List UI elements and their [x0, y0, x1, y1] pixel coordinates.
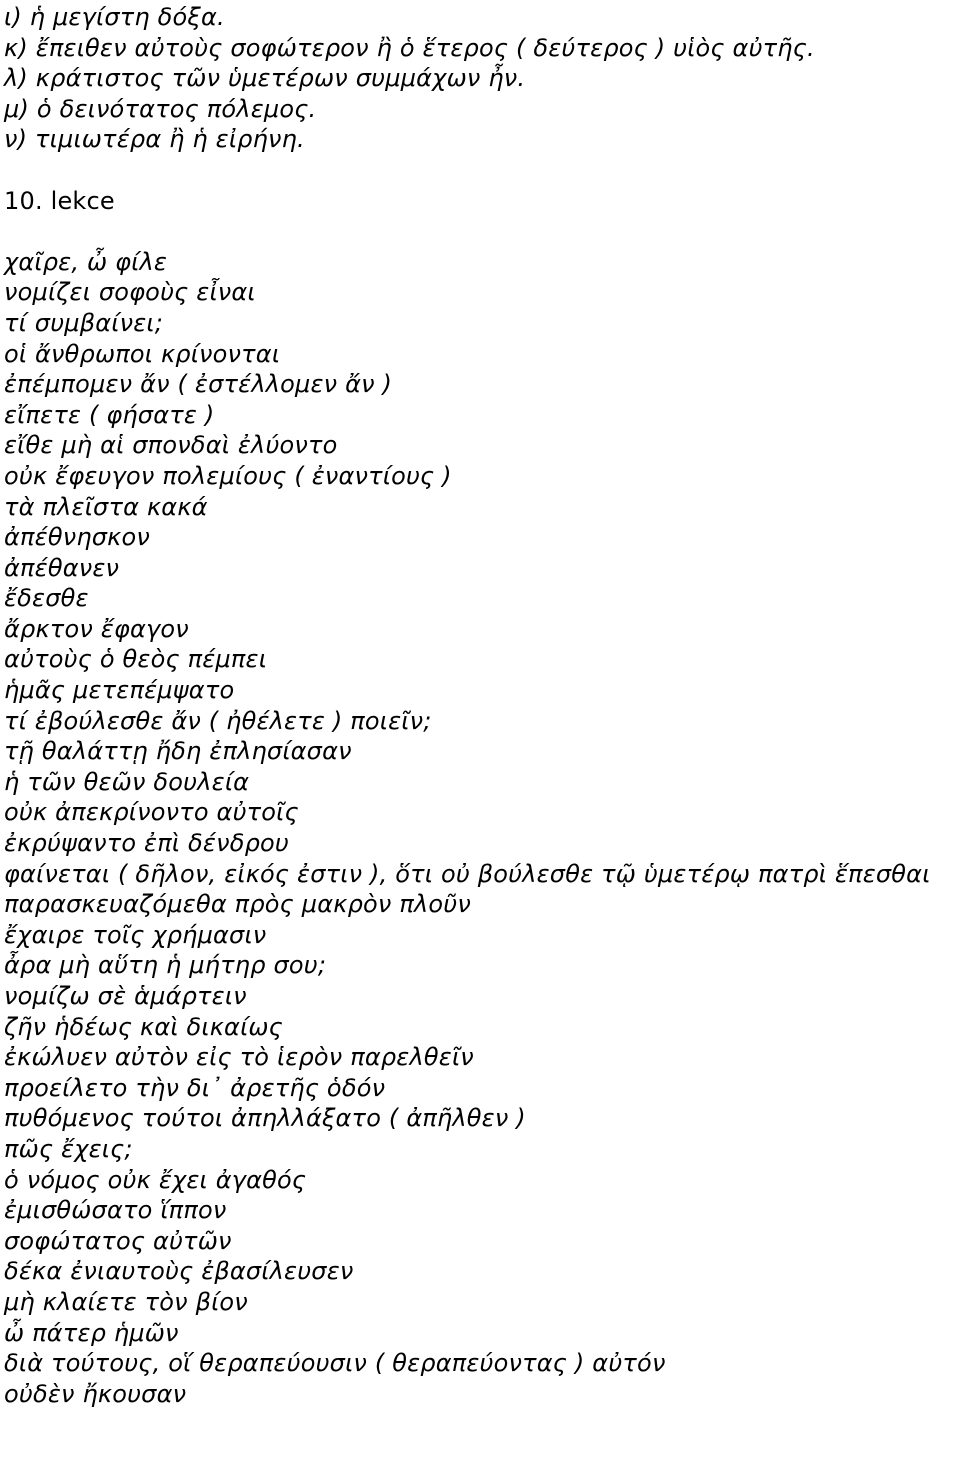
- spacer: [4, 216, 960, 247]
- phrase-line: τί ἐβούλεσθε ἄν ( ἠθέλετε ) ποιεῖν;: [4, 706, 432, 735]
- phrase-line: αὐτοὺς ὁ θεὸς πέμπει: [4, 645, 268, 674]
- phrase-line: τὰ πλεῖστα κακά: [4, 492, 208, 521]
- phrase-line: ἔχαιρε τοῖς χρήμασιν: [4, 920, 267, 949]
- list-item-kappa: κ) ἔπειθεν αὐτοὺς σοφώτερον ἢ ὁ ἕτερος ( δεύτερος ) υἱὸς αὐτῆς.: [4, 33, 815, 62]
- phrase-line: ὦ πάτερ ἡμῶν: [4, 1318, 179, 1347]
- phrase-line: ἡ τῶν θεῶν δουλεία: [4, 767, 250, 796]
- phrase-line: οἱ ἄνθρωποι κρίνονται: [4, 339, 281, 368]
- phrase-line: τῇ θαλάττῃ ἤδη ἐπλησίασαν: [4, 737, 352, 766]
- phrase-line: πυθόμενος τούτοι ἀπηλλάξατο ( ἀπῆλθεν ): [4, 1104, 526, 1133]
- phrase-line: ἀπέθνησκον: [4, 523, 150, 552]
- phrase-line: ζῆν ἡδέως καὶ δικαίως: [4, 1012, 283, 1041]
- spacer: [4, 155, 960, 186]
- phrase-line: ἡμᾶς μετεπέμψατο: [4, 676, 235, 705]
- list-item-iota: ι) ἡ μεγίστη δόξα.: [4, 3, 225, 31]
- list-item-mu: μ) ὁ δεινότατος πόλεμος.: [4, 94, 317, 123]
- list-item-lambda: λ) κράτιστος τῶν ὑμετέρων συμμάχων ἦν.: [4, 64, 526, 93]
- phrase-line: οὐκ ἀπεκρίνοντο αὐτοῖς: [4, 798, 299, 827]
- phrase-line: πῶς ἔχεις;: [4, 1134, 133, 1163]
- phrase-line: εἴθε μὴ αἱ σπονδαὶ ἐλύοντο: [4, 431, 338, 460]
- phrase-line: ἐπέμπομεν ἄν ( ἐστέλλομεν ἄν ): [4, 370, 393, 399]
- phrase-line: παρασκευαζόμεθα πρὸς μακρὸν πλοῦν: [4, 890, 471, 919]
- phrase-line: σοφώτατος αὐτῶν: [4, 1226, 232, 1255]
- phrase-line: νομίζει σοφοὺς εἶναι: [4, 278, 256, 307]
- phrase-line: ἔδεσθε: [4, 584, 89, 613]
- section-heading: 10. lekce: [4, 186, 115, 215]
- phrase-line: εἴπετε ( φήσατε ): [4, 400, 215, 429]
- phrase-line: ὁ νόμος οὐκ ἔχει ἀγαθός: [4, 1165, 307, 1194]
- phrase-line: ἐκώλυεν αὐτὸν εἰς τὸ ἱερὸν παρελθεῖν: [4, 1043, 474, 1072]
- phrase-line: προείλετο τὴν δι᾽ ἀρετῆς ὁδόν: [4, 1073, 386, 1102]
- phrase-line: ἐμισθώσατο ἵππον: [4, 1196, 227, 1225]
- phrase-line: νομίζω σὲ ἁμάρτειν: [4, 982, 247, 1010]
- phrase-line: χαῖρε, ὦ φίλε: [4, 247, 168, 276]
- document-page: [4, 2, 960, 1409]
- phrase-line: οὐκ ἔφευγον πολεμίους ( ἐναντίους ): [4, 461, 452, 490]
- phrase-line: ἄρκτον ἔφαγον: [4, 614, 189, 643]
- phrase-line: ἐκρύψαντο ἐπὶ δένδρου: [4, 829, 289, 858]
- phrase-line: οὐδὲν ἤκουσαν: [4, 1379, 187, 1408]
- phrase-line: ἀπέθανεν: [4, 553, 120, 582]
- list-item-nu: ν) τιμιωτέρα ἢ ἡ εἰρήνη.: [4, 125, 305, 154]
- phrase-line: φαίνεται ( δῆλον, εἰκός ἐστιν ), ὅτι οὐ βούλεσθε τῷ ὑμετέρῳ πατρὶ ἕπεσθαι: [4, 859, 931, 888]
- phrase-line: τί συμβαίνει;: [4, 308, 164, 337]
- phrase-line: διὰ τούτους, οἵ θεραπεύουσιν ( θεραπεύοντας ) αὐτόν: [4, 1349, 666, 1378]
- phrase-line: μὴ κλαίετε τὸν βίον: [4, 1287, 248, 1316]
- phrase-line: δέκα ἐνιαυτοὺς ἐβασίλευσεν: [4, 1257, 354, 1286]
- phrase-line: ἆρα μὴ αὕτη ἡ μήτηρ σου;: [4, 951, 327, 980]
